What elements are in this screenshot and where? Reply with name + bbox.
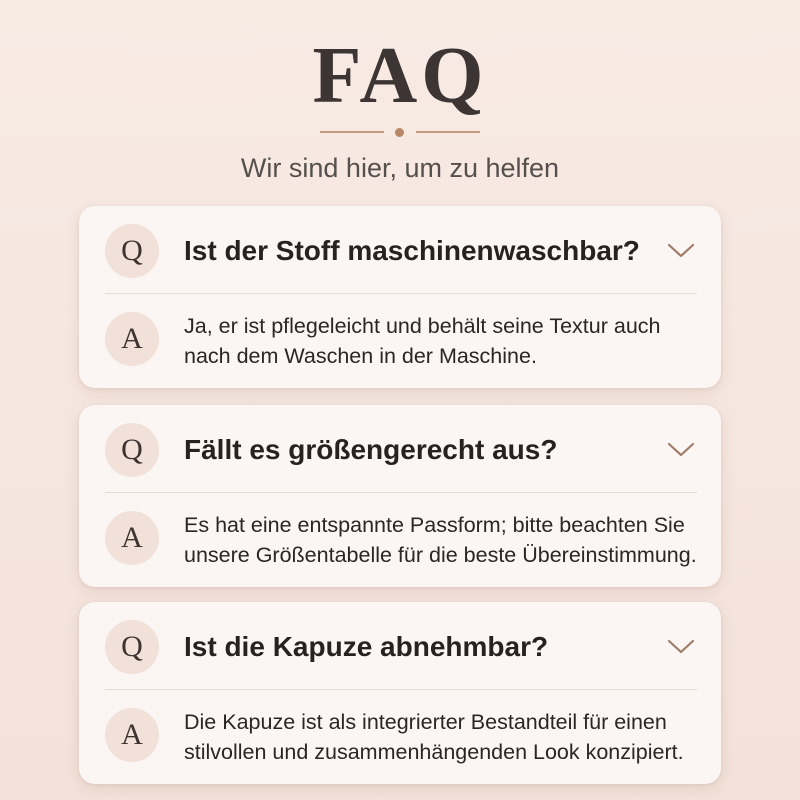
faq-answer-line: Die Kapuze ist als integrierter Bestandteil für einen (184, 710, 667, 734)
faq-separator (105, 492, 697, 493)
answer-badge: A (105, 511, 159, 565)
faq-answer (184, 311, 714, 371)
question-badge: Q (105, 423, 159, 477)
faq-answer-line: Es hat eine entspannte Passform; bitte beachten Sie (184, 513, 685, 537)
chevron-down-icon[interactable] (666, 437, 696, 461)
faq-question: Ist der Stoff maschinenwaschbar? (184, 235, 640, 266)
faq-answer (184, 510, 714, 570)
faq-answer-line: nach dem Waschen in der Maschine. (184, 344, 537, 368)
answer-badge: A (105, 312, 159, 366)
question-badge: Q (105, 620, 159, 674)
divider-line-right (416, 131, 480, 133)
faq-question-row[interactable] (79, 206, 721, 294)
page-subtitle: Wir sind hier, um zu helfen (240, 153, 560, 183)
divider-dot (395, 128, 404, 137)
faq-answer (184, 707, 714, 767)
faq-item-sizing (79, 405, 721, 587)
faq-answer-line: unsere Größentabelle für die beste Übereinstimmung. (184, 543, 697, 567)
faq-separator (105, 689, 697, 690)
faq-answer-line: stilvollen und zusammenhängenden Look konzipiert. (184, 740, 684, 764)
faq-question-row[interactable] (79, 602, 721, 690)
faq-item-hood (79, 602, 721, 784)
answer-badge: A (105, 708, 159, 762)
faq-header (0, 0, 800, 200)
faq-item-washable (79, 206, 721, 388)
faq-question: Ist die Kapuze abnehmbar? (184, 631, 549, 662)
page-title: FAQ (312, 32, 488, 120)
faq-question: Fällt es größengerecht aus? (184, 434, 558, 465)
divider-line-left (320, 131, 384, 133)
faq-separator (105, 293, 697, 294)
faq-question-row[interactable] (79, 405, 721, 493)
question-badge: Q (105, 224, 159, 278)
chevron-down-icon[interactable] (666, 238, 696, 262)
faq-answer-line: Ja, er ist pflegeleicht und behält seine Textur auch (184, 314, 661, 338)
title-divider (320, 127, 480, 137)
chevron-down-icon[interactable] (666, 634, 696, 658)
